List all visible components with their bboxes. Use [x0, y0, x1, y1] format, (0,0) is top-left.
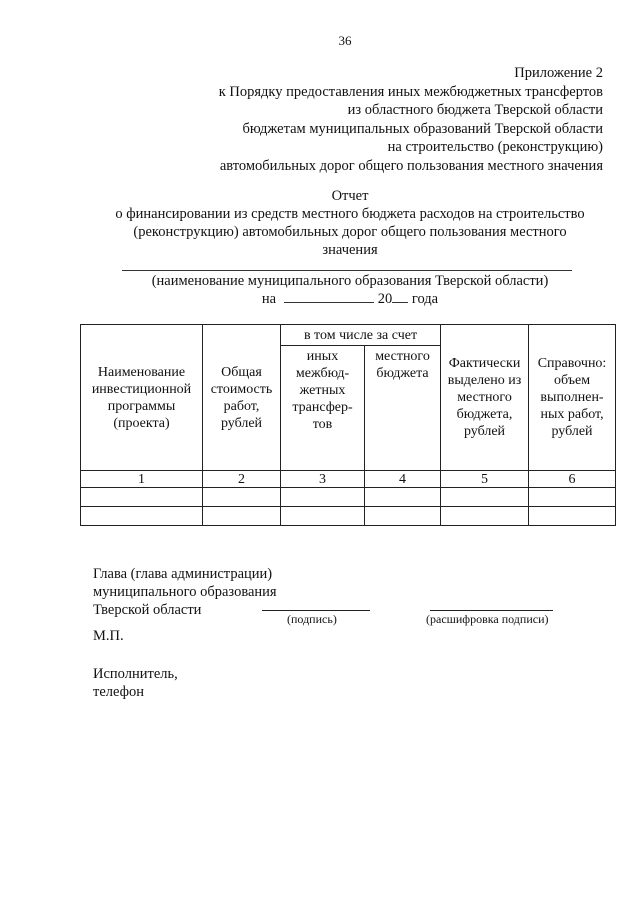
header-total-cost: Общая стоимость работ, рублей: [203, 325, 281, 471]
table-cell[interactable]: [281, 488, 365, 507]
report-title-line: (реконструкцию) автомобильных дорог общего пользования местного: [133, 224, 567, 240]
table-row: [81, 507, 616, 526]
header-local-budget: местного бюджета: [365, 346, 441, 471]
signature-line[interactable]: [262, 610, 370, 611]
table-cell[interactable]: [203, 507, 281, 526]
date-year-blank[interactable]: [392, 290, 408, 303]
report-title-line: о финансировании из средств местного бюджета расходов на строительство: [115, 206, 585, 222]
signatory-block: [93, 565, 277, 619]
appendix-line: бюджетам муниципальных образований Тверской области: [242, 120, 603, 137]
table-cell[interactable]: [529, 507, 616, 526]
table-cell[interactable]: [441, 488, 529, 507]
date-day-blank[interactable]: [284, 290, 374, 303]
column-number: 1: [81, 471, 203, 488]
signatory-line: муниципального образования: [93, 584, 277, 600]
column-number: 6: [529, 471, 616, 488]
appendix-line: на строительство (реконструкцию): [387, 139, 603, 155]
table-cell[interactable]: [365, 488, 441, 507]
header-reference-volume: Справочно: объем выполнен-ных работ, рублей: [529, 325, 616, 471]
date-prefix: на: [261, 291, 277, 307]
table-cell[interactable]: [529, 488, 616, 507]
report-table: [80, 324, 616, 526]
appendix-block: [219, 64, 603, 175]
page-number: 36: [338, 33, 352, 48]
date-century: 20: [377, 291, 393, 307]
signatory-line: Глава (глава администрации): [93, 566, 273, 582]
signature-caption: (подпись): [287, 612, 337, 626]
table-cell[interactable]: [81, 488, 203, 507]
appendix-line: из областного бюджета Тверской области: [347, 102, 603, 118]
table-row: [81, 488, 616, 507]
signature-decoding-line[interactable]: [430, 610, 553, 611]
report-title: [60, 187, 640, 259]
report-title-line: значения: [322, 242, 378, 258]
table-header-row: [81, 325, 616, 346]
column-number: 2: [203, 471, 281, 488]
executor-block: [93, 665, 178, 701]
municipality-name-caption: (наименование муниципального образования Тверской области): [151, 273, 549, 289]
table-cell[interactable]: [441, 507, 529, 526]
date-suffix: года: [411, 291, 439, 307]
executor-line: телефон: [93, 684, 145, 700]
column-number: 4: [365, 471, 441, 488]
table-cell[interactable]: [365, 507, 441, 526]
table-cell[interactable]: [281, 507, 365, 526]
signature-decoding-caption: (расшифровка подписи): [426, 612, 549, 626]
appendix-line: Приложение 2: [514, 65, 603, 81]
appendix-line: автомобильных дорог общего пользования местного значения: [219, 157, 603, 174]
header-actual-allocated: Фактически выделено из местного бюджета, рублей: [441, 325, 529, 471]
table-cell[interactable]: [81, 507, 203, 526]
signatory-line: Тверской области: [93, 602, 202, 618]
report-title-line: Отчет: [331, 188, 369, 204]
header-other-transfers: иных межбюд-жетных трансфер-тов: [281, 346, 365, 471]
municipality-name-line[interactable]: [122, 270, 572, 271]
report-date-row: [60, 290, 640, 308]
table-cell[interactable]: [203, 488, 281, 507]
stamp-placeholder: М.П.: [93, 628, 124, 644]
column-number: 3: [281, 471, 365, 488]
header-including-group: в том числе за счет: [281, 325, 441, 346]
header-program-name: Наименование инвестиционной программы (проекта): [81, 325, 203, 471]
column-number: 5: [441, 471, 529, 488]
executor-line: Исполнитель,: [93, 666, 178, 682]
table-numbering-row: [81, 471, 616, 488]
appendix-line: к Порядку предоставления иных межбюджетных трансфертов: [218, 83, 603, 100]
